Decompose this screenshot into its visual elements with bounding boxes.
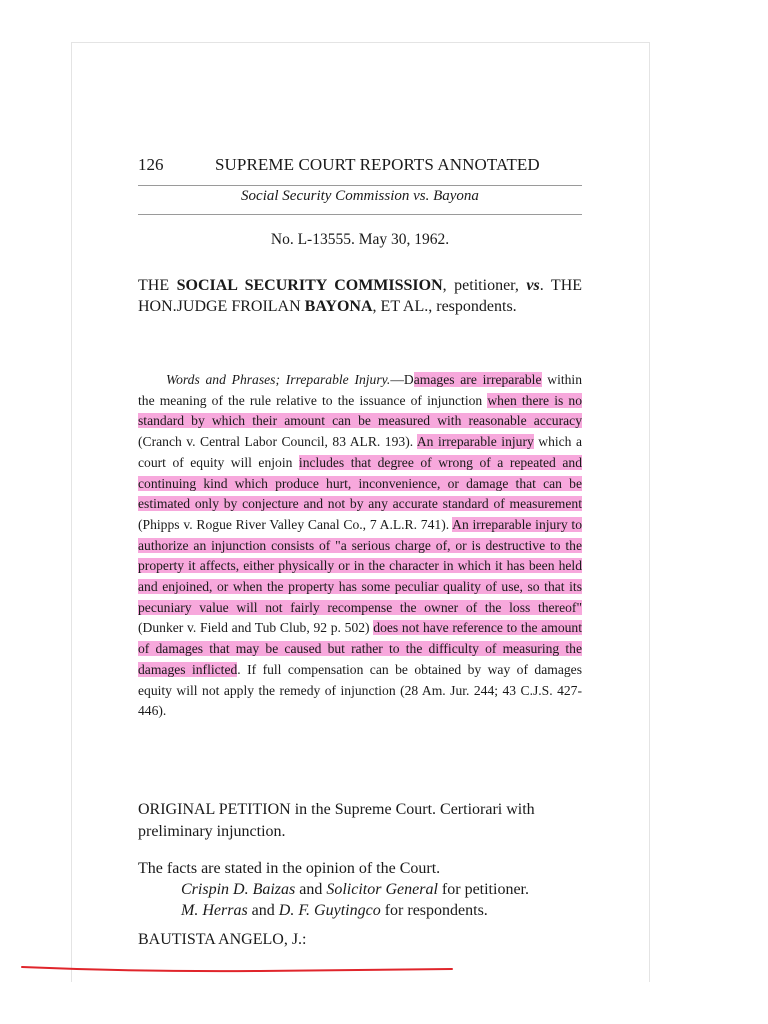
highlight-5[interactable]: An irreparable injury to authorize an injunction consists of "a serious charge of, or is destructive to the property it affects, either physically or in the character in which it has been held and enjoined, or when the property has some peculiar quality of use, so that its pecuniary value will not fairly recompense the owner of the loss thereof" [138,516,582,615]
conjunction: and [247,902,279,919]
highlight-2[interactable]: when there is no standard by which their amount can be measured with reasonable accuracy [138,392,582,429]
case-number: No. L-13555. May 30, 1962. [270,231,450,248]
syllabus-text-4: (Phipps v. Rogue River Valley Canal Co., 7 A.L.R. 741). [138,516,453,532]
highlight-1[interactable]: amages are irreparable [413,372,542,387]
petitioner-name: SOCIAL SECURITY COMMISSION [176,277,443,294]
case-short-title: Social Security Commission vs. Bayona [241,188,479,204]
syllabus-text-1: within the meaning of the rule relative to the issuance of injunction [138,372,583,408]
facts-statement: The facts are stated in the opinion of the Court. [138,860,441,877]
syllabus-dash: —D [390,372,414,387]
counsel-respondent-1: M. Herras [181,902,248,919]
parties-prefix: THE [138,277,177,294]
counsel-respondents [138,900,582,921]
petitioner-role: , petitioner, [442,277,527,294]
running-header [138,155,582,175]
syllabus-text-2: (Cranch v. Central Labor Council, 83 ALR. 193). [138,434,417,450]
respondent-name: BAYONA [304,298,373,315]
facts-block [138,858,582,921]
syllabus-paragraph [138,370,582,722]
syllabus-text-5: (Dunker v. Field and Tub Club, 92 p. 502) [138,620,374,636]
highlight-3[interactable]: An irreparable injury [416,434,534,450]
parties-caption [138,275,582,317]
header-rule-bottom [138,214,582,215]
ponente: BAUTISTA ANGELO, J.: [138,931,307,948]
counsel-petitioner-1: Crispin D. Baizas [181,881,296,898]
original-petition: ORIGINAL PETITION in the Supreme Court. Certiorari with preliminary injunction. [138,801,535,840]
highlight-4[interactable]: includes that degree of wrong of a repeated and continuing kind which produce hurt, inconvenience, or damage that can be estimated only by conjecture and not by any accurate standard of measurement [138,454,582,512]
conjunction: and [295,881,327,898]
parties-mid: . THE HON.JUDGE FROILAN [138,277,583,315]
syllabus-topic: Words and Phrases; Irreparable Injury. [166,372,391,387]
for-respondents: for respondents. [380,902,488,919]
syllabus-text-6: . If full compensation can be obtained by way of damages equity will not apply the remedy of injunction (28 Am. Jur. 244; 43 C.J.S. 427-446). [138,661,582,719]
parties-suffix: , ET AL., respondents. [372,298,517,315]
syllabus-text-3: which a court of equity will enjoin [138,434,582,470]
counsel-respondent-2: D. F. Guytingco [278,902,381,919]
running-title: SUPREME COURT REPORTS ANNOTATED [215,155,540,174]
for-petitioner: for petitioner. [437,881,529,898]
counsel-petitioner [138,879,582,900]
highlight-6[interactable]: does not have reference to the amount of damages that may be caused but rather to the difficulty of measuring the damages inflicted [138,620,583,677]
page-number: 126 [138,155,164,174]
counsel-petitioner-2: Solicitor General [326,881,438,898]
versus: vs [526,277,540,294]
